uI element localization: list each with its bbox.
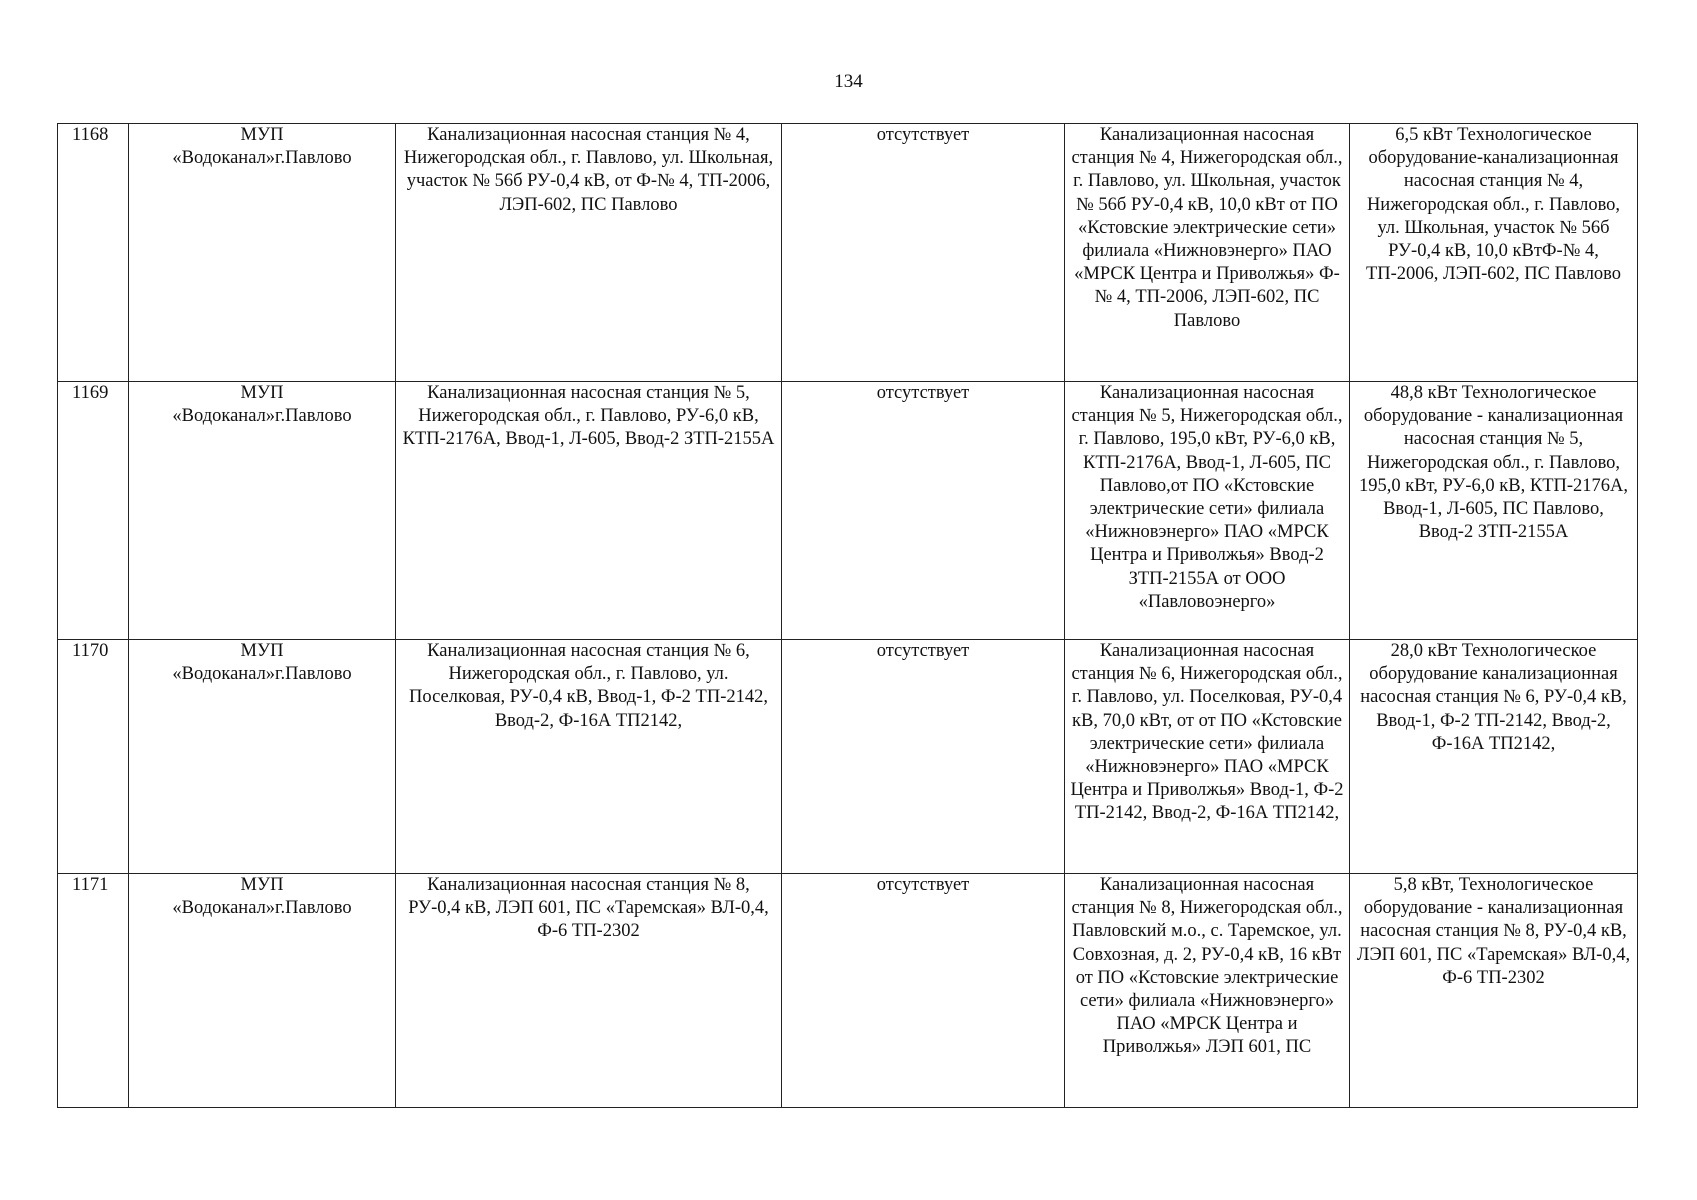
status-cell: отсутствует [782,640,1065,874]
source-cell: Канализационная насосная станция № 8, Нижегородская обл., Павловский м.о., с. Таремское, ул. Совхозная, д. 2, РУ-0,4 кВ, 16 кВт от ПО «Кстовские электрические сети» филиала «Нижновэнерго» ПАО «МРСК Центра и Приволжья» ЛЭП 601, ПС [1065,874,1350,1108]
page-number: 134 [834,71,863,92]
status-cell: отсутствует [782,382,1065,640]
status-cell: отсутствует [782,124,1065,382]
organization-type: МУП [240,875,284,895]
organization-type: МУП [240,383,284,403]
row-number: 1171 [58,874,129,1108]
source-cell: Канализационная насосная станция № 6, Нижегородская обл., г. Павлово, ул. Поселковая, РУ-0,4 кВ, 70,0 кВт, от от ПО «Кстовские электрические сети» филиала «Нижновэнерго» ПАО «МРСК Центра и Приволжья» Ввод-1, Ф-2 ТП-2142, Ввод-2, Ф-16А ТП2142, [1065,640,1350,874]
object-cell: Канализационная насосная станция № 5, Нижегородская обл., г. Павлово, РУ-6,0 кВ, КТП-2176А, Ввод-1, Л-605, Ввод-2 ЗТП-2155А [396,382,782,640]
organization-cell [129,874,396,1108]
table-row [58,874,1638,1108]
organization-name: «Водоканал»г.Павлово [172,148,352,169]
row-number: 1168 [58,124,129,382]
organization-cell [129,640,396,874]
table-row [58,640,1638,874]
organization-type: МУП [240,641,284,661]
object-cell: Канализационная насосная станция № 6, Нижегородская обл., г. Павлово, ул. Поселковая, РУ-0,4 кВ, Ввод-1, Ф-2 ТП-2142, Ввод-2, Ф-16А ТП2142, [396,640,782,874]
organization-cell [129,124,396,382]
organization-name: «Водоканал»г.Павлово [172,898,352,919]
power-cell: 48,8 кВт Технологическое оборудование - канализационная насосная станция № 5, Нижегородская обл., г. Павлово, 195,0 кВт, РУ-6,0 кВ, КТП-2176А, Ввод-1, Л-605, ПС Павлово, Ввод-2 ЗТП-2155А [1350,382,1638,640]
organization-name: «Водоканал»г.Павлово [172,406,352,427]
row-number: 1169 [58,382,129,640]
source-cell: Канализационная насосная станция № 5, Нижегородская обл., г. Павлово, 195,0 кВт, РУ-6,0 кВ, КТП-2176А, Ввод-1, Л-605, ПС Павлово,от ПО «Кстовские электрические сети» филиала «Нижновэнерго» ПАО «МРСК Центра и Приволжья» Ввод-2 ЗТП-2155А от ООО «Павловоэнерго» [1065,382,1350,640]
status-cell: отсутствует [782,874,1065,1108]
power-cell: 28,0 кВт Технологическое оборудование канализационная насосная станция № 6, РУ-0,4 кВ, Ввод-1, Ф-2 ТП-2142, Ввод-2, Ф-16А ТП2142, [1350,640,1638,874]
table-row [58,382,1638,640]
object-cell: Канализационная насосная станция № 8, РУ-0,4 кВ, ЛЭП 601, ПС «Таремская» ВЛ-0,4, Ф-6 ТП-2302 [396,874,782,1108]
table-row [58,124,1638,382]
source-cell: Канализационная насосная станция № 4, Нижегородская обл., г. Павлово, ул. Школьная, участок № 56б РУ-0,4 кВ, 10,0 кВт от ПО «Кстовские электрические сети» филиала «Нижновэнерго» ПАО «МРСК Центра и Приволжья» Ф-№ 4, ТП-2006, ЛЭП-602, ПС Павлово [1065,124,1350,382]
power-cell: 5,8 кВт, Технологическое оборудование - канализационная насосная станция № 8, РУ-0,4 кВ, ЛЭП 601, ПС «Таремская» ВЛ-0,4, Ф-6 ТП-2302 [1350,874,1638,1108]
organization-cell [129,382,396,640]
organization-name: «Водоканал»г.Павлово [172,664,352,685]
organization-type: МУП [240,125,284,145]
object-cell: Канализационная насосная станция № 4, Нижегородская обл., г. Павлово, ул. Школьная, участок № 56б РУ-0,4 кВ, от Ф-№ 4, ТП-2006, ЛЭП-602, ПС Павлово [396,124,782,382]
row-number: 1170 [58,640,129,874]
registry-table [57,123,1638,1108]
power-cell: 6,5 кВт Технологическое оборудование-канализационная насосная станция № 4, Нижегородская обл., г. Павлово, ул. Школьная, участок № 56б РУ-0,4 кВ, 10,0 кВтФ-№ 4, ТП-2006, ЛЭП-602, ПС Павлово [1350,124,1638,382]
